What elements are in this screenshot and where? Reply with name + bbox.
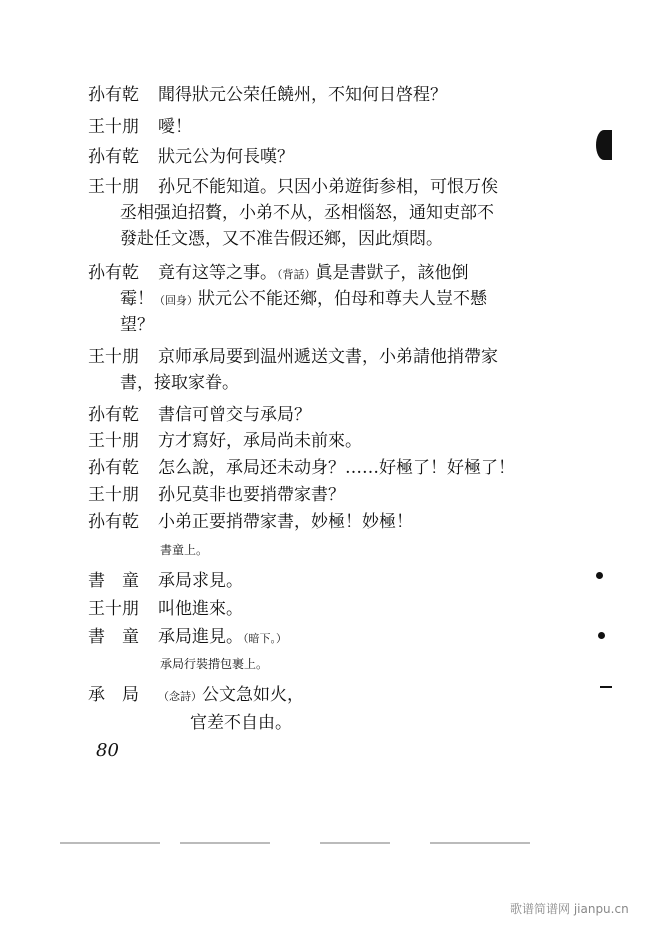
scan-artifact — [180, 842, 270, 844]
dialogue-continuation — [120, 286, 608, 314]
stage-aside: （念詩） — [158, 690, 202, 703]
dialogue-line — [88, 624, 608, 652]
dialogue-text: 聞得狀元公荣任饒州，不知何日啓程？ — [158, 85, 447, 105]
stage-direction: 書童上。 — [160, 543, 209, 557]
speaker-name: 王十朋 — [88, 431, 139, 451]
scan-artifact — [598, 632, 605, 639]
dialogue-line — [88, 82, 608, 108]
dialogue-text: 叫他進來。 — [158, 599, 243, 619]
dialogue-text: 京师承局要到温州遞送文書，小弟請他捎帶家 — [158, 347, 498, 367]
scan-artifact — [596, 572, 603, 579]
scan-artifact — [430, 842, 530, 844]
speaker-name: 孙有乾 — [88, 263, 139, 283]
speaker-name: 承 局 — [88, 685, 139, 705]
speaker-name: 王十朋 — [88, 117, 139, 137]
dialogue-text: 公文急如火， — [202, 685, 304, 705]
speaker-name: 孙有乾 — [88, 147, 139, 167]
dialogue-line — [88, 144, 608, 170]
dialogue-line — [88, 455, 608, 481]
dialogue-text: 孙兄莫非也要捎帶家書？ — [158, 485, 345, 505]
stage-direction: 承局行裝揹包裹上。 — [160, 657, 269, 671]
stage-aside: （回身） — [154, 294, 198, 307]
scan-artifact — [60, 842, 160, 844]
speaker-name: 王十朋 — [88, 599, 139, 619]
scan-artifact — [320, 842, 390, 844]
dialogue-line — [88, 482, 608, 508]
speaker-name: 書 童 — [88, 571, 139, 591]
speaker-name: 王十朋 — [88, 347, 139, 367]
speaker-name: 孙有乾 — [88, 512, 139, 532]
speaker-name: 王十朋 — [88, 177, 139, 197]
dialogue-continuation: 望？ — [120, 315, 154, 335]
dialogue-continuation: 發赴任文憑，又不准告假还鄉，因此煩悶。 — [120, 229, 443, 249]
dialogue-line — [88, 509, 608, 535]
dialogue-text: 怎么說，承局还未动身？……好極了！好極了！ — [158, 458, 515, 478]
speaker-name: 孙有乾 — [88, 85, 139, 105]
dialogue-line — [88, 174, 608, 200]
dialogue-continuation: 書，接取家眷。 — [120, 373, 239, 393]
speaker-name: 王十朋 — [88, 485, 139, 505]
dialogue-text: 狀元公为何長嘆？ — [158, 147, 294, 167]
dialogue-line — [88, 260, 608, 288]
page-number: 80 — [96, 740, 119, 761]
dialogue-line — [88, 402, 608, 428]
dialogue-line — [88, 682, 608, 710]
dialogue-continuation: 官差不自由。 — [190, 713, 292, 733]
speaker-name: 孙有乾 — [88, 458, 139, 478]
dialogue-text: 眞是書獃子，該他倒 — [315, 263, 469, 283]
dialogue-text: 書信可曾交与承局？ — [158, 405, 311, 425]
scan-artifact — [600, 686, 612, 688]
dialogue-text: 霉！ — [120, 289, 154, 309]
speaker-name: 書 童 — [88, 627, 139, 647]
dialogue-line — [88, 344, 608, 370]
dialogue-text: 孙兄不能知道。只因小弟遊街参相，可恨万俟 — [158, 177, 498, 197]
dialogue-text: 承局求見。 — [158, 571, 243, 591]
dialogue-line — [88, 596, 608, 622]
dialogue-line — [88, 568, 608, 594]
dialogue-continuation: 丞相强迫招贅，小弟不从，丞相惱怒，通知吏部不 — [120, 203, 494, 223]
dialogue-text: 狀元公不能还鄉，伯母和尊夫人豈不懸 — [198, 289, 487, 309]
dialogue-text: 方才寫好，承局尚未前來。 — [158, 431, 362, 451]
watermark: 歌谱简谱网 jianpu.cn — [510, 902, 629, 916]
dialogue-line — [88, 114, 608, 140]
dialogue-text: 承局進見。 — [158, 627, 243, 647]
dialogue-text: 竟有这等之事。 — [158, 263, 277, 283]
dialogue-line — [88, 428, 608, 454]
stage-aside: （暗下。） — [243, 632, 287, 645]
dialogue-text: 小弟正要捎帶家書，妙極！妙極！ — [158, 512, 413, 532]
scan-artifact — [596, 130, 612, 160]
speaker-name: 孙有乾 — [88, 405, 139, 425]
stage-aside: （背話） — [277, 268, 316, 281]
dialogue-text: 噯！ — [158, 117, 192, 137]
